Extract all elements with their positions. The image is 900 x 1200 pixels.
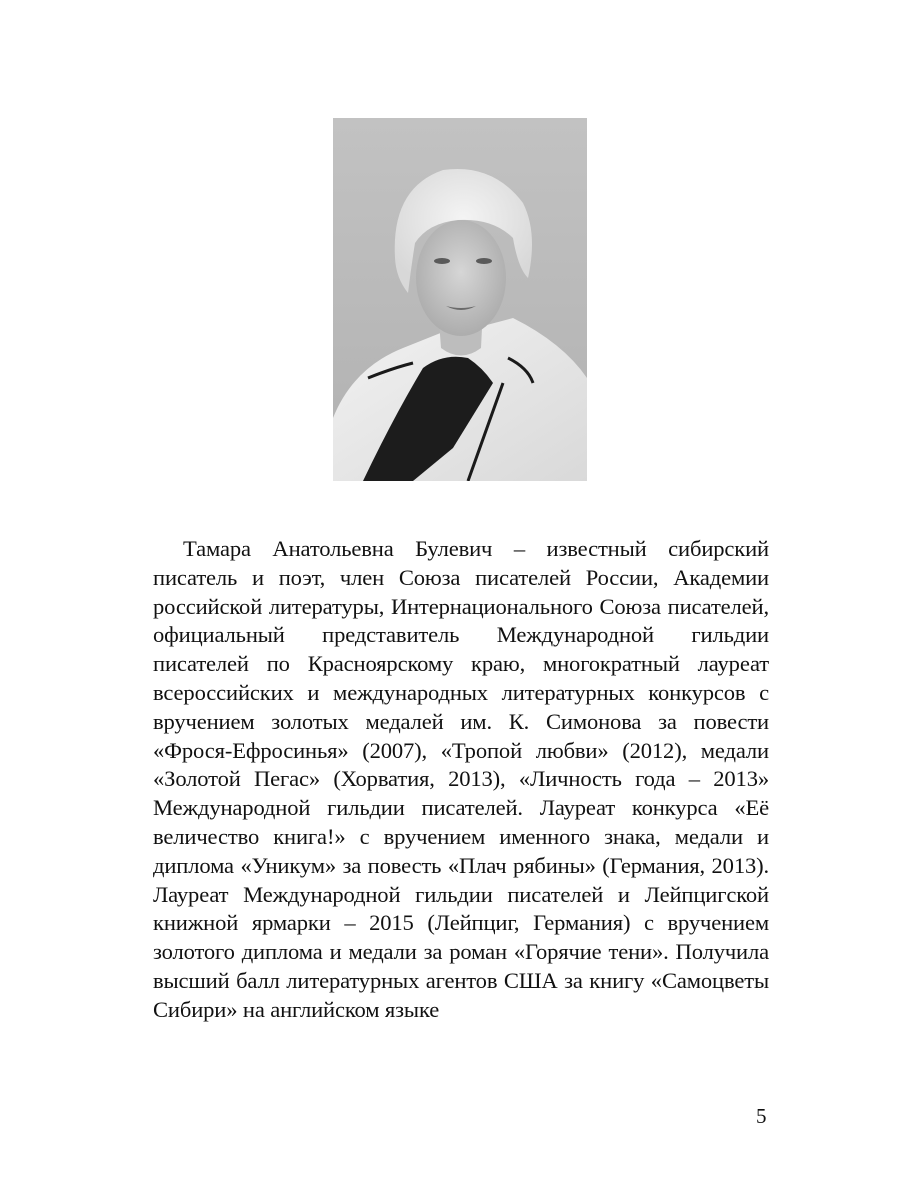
- author-portrait-photo: [333, 118, 587, 481]
- page-number: 5: [756, 1104, 767, 1128]
- portrait-illustration: [333, 118, 587, 481]
- biography-paragraph: Тамара Анатольевна Булевич – известный сибирский писатель и поэт, член Союза писателей России, Академии российской литературы, Интернационального Союза писателей, официальный представитель Международной гильдии писателей по Красноярскому краю, многократный лауреат всероссийских и международных литературных конкурсов с вручением золотых медалей им. К. Симонова за повести «Фрося-Ефросинья» (2007), «Тропой любви» (2012), медали «Золотой Пегас» (Хорватия, 2013), «Личность года – 2013» Международной гильдии писателей. Лауреат конкурса «Её величество книга!» с вручением именного знака, медали и диплома «Уникум» за повесть «Плач рябины» (Германия, 2013). Лауреат Международной гильдии писателей и Лейпцигской книжной ярмарки – 2015 (Лейпциг, Германия) с вручением золотого диплома и медали за роман «Горячие тени». Получила высший балл литературных агентов США за книгу «Самоцветы Сибири» на английском языке: [153, 536, 769, 1022]
